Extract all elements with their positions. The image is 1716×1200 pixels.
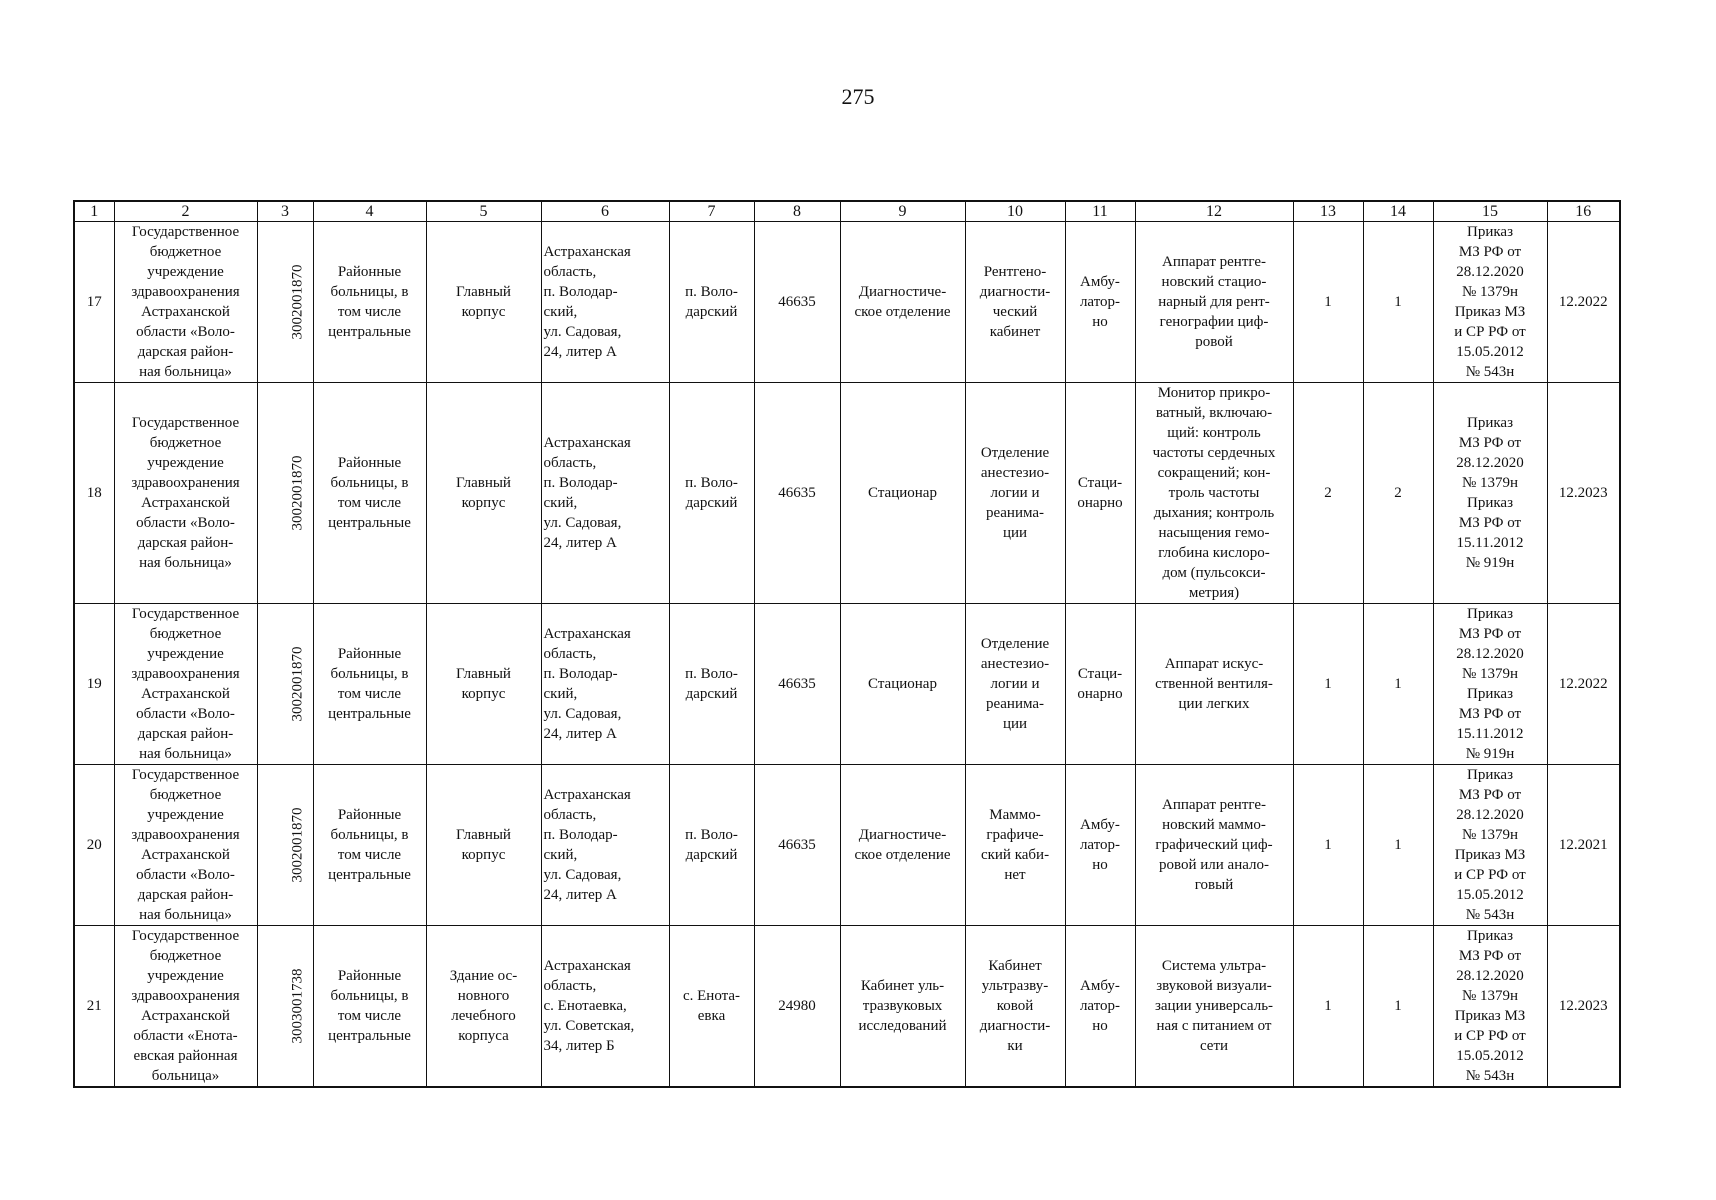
equipment-cell — [1135, 383, 1293, 604]
organization-cell — [114, 765, 257, 926]
column-header: 3 — [257, 201, 313, 222]
organization-code: 3002001870 — [289, 264, 305, 340]
row-number: 21 — [74, 926, 114, 1088]
unit-text: Отделение анестезио- логии и реанима- ции — [980, 445, 1050, 541]
unit-text: Маммо- графиче- ский каби- нет — [980, 807, 1050, 883]
department-cell — [840, 926, 965, 1088]
mode-cell — [1065, 765, 1135, 926]
building-cell — [426, 222, 541, 383]
unit-cell — [965, 926, 1065, 1088]
order-cell — [1433, 926, 1547, 1088]
order-text: Приказ МЗ РФ от 28.12.2020 № 1379н Приказ МЗ и СР РФ от 15.05.2012 № 543н — [1454, 224, 1526, 380]
settlement-cell — [669, 222, 754, 383]
department-text: Кабинет уль- тразвуковых исследований — [858, 978, 947, 1034]
settlement-text: п. Воло- дарский — [685, 666, 738, 702]
mode-cell — [1065, 926, 1135, 1088]
organization-name: Государственное бюджетное учреждение здравоохранения Астраханской области «Воло- дарская район- ная больница» — [131, 767, 240, 923]
table-row — [74, 383, 1620, 604]
oktmo-cell: 46635 — [754, 604, 840, 765]
row-number: 19 — [74, 604, 114, 765]
column-header: 13 — [1293, 201, 1363, 222]
date-cell: 12.2021 — [1547, 765, 1620, 926]
building-cell — [426, 604, 541, 765]
category-cell — [313, 765, 426, 926]
equipment-registry-table — [73, 200, 1621, 1088]
settlement-text: п. Воло- дарский — [685, 284, 738, 320]
category-text: Районные больницы, в том числе центральные — [328, 455, 411, 531]
quantity-cell: 1 — [1293, 765, 1363, 926]
column-header: 8 — [754, 201, 840, 222]
column-header: 12 — [1135, 201, 1293, 222]
code-cell — [257, 765, 313, 926]
quantity-cell: 1 — [1293, 926, 1363, 1088]
address-cell — [541, 383, 669, 604]
building-text: Здание ос- новного лечебного корпуса — [449, 968, 518, 1044]
mode-text: Стаци- онарно — [1077, 666, 1123, 702]
unit-text: Рентгено- диагности- ческий кабинет — [979, 264, 1051, 340]
address-text: Астраханская область, с. Енотаевка, ул. Советская, 34, литер Б — [543, 958, 635, 1054]
organization-name: Государственное бюджетное учреждение здравоохранения Астраханской области «Воло- дарская район- ная больница» — [131, 606, 240, 762]
table-row — [74, 222, 1620, 383]
department-cell — [840, 604, 965, 765]
organization-name: Государственное бюджетное учреждение здравоохранения Астраханской области «Воло- дарская район- ная больница» — [131, 224, 240, 380]
category-cell — [313, 604, 426, 765]
category-text: Районные больницы, в том числе центральные — [328, 264, 411, 340]
department-cell — [840, 383, 965, 604]
department-cell — [840, 222, 965, 383]
organization-cell — [114, 604, 257, 765]
equipment-cell — [1135, 926, 1293, 1088]
header-row — [74, 201, 1620, 222]
order-text: Приказ МЗ РФ от 28.12.2020 № 1379н Приказ МЗ РФ от 15.11.2012 № 919н — [1456, 606, 1524, 762]
table-row — [74, 765, 1620, 926]
column-header: 1 — [74, 201, 114, 222]
address-cell — [541, 222, 669, 383]
column-header: 6 — [541, 201, 669, 222]
organization-code: 3002001870 — [289, 455, 305, 531]
department-text: Стационар — [868, 676, 937, 692]
equipment-cell — [1135, 765, 1293, 926]
code-cell — [257, 926, 313, 1088]
date-cell: 12.2023 — [1547, 383, 1620, 604]
quantity-cell: 1 — [1363, 926, 1433, 1088]
mode-text: Амбу- латор- но — [1079, 817, 1121, 873]
quantity-cell: 1 — [1363, 765, 1433, 926]
oktmo-cell: 46635 — [754, 222, 840, 383]
code-cell — [257, 222, 313, 383]
mode-text: Амбу- латор- но — [1079, 274, 1121, 330]
unit-text: Кабинет ультразву- ковой диагности- ки — [979, 958, 1051, 1054]
department-text: Диагностиче- ское отделение — [854, 827, 951, 863]
row-number: 18 — [74, 383, 114, 604]
category-cell — [313, 383, 426, 604]
department-text: Диагностиче- ское отделение — [854, 284, 951, 320]
row-number: 20 — [74, 765, 114, 926]
unit-cell — [965, 604, 1065, 765]
oktmo-cell: 46635 — [754, 765, 840, 926]
category-cell — [313, 926, 426, 1088]
equipment-cell — [1135, 604, 1293, 765]
oktmo-cell: 46635 — [754, 383, 840, 604]
building-text: Главный корпус — [456, 827, 511, 863]
quantity-cell: 1 — [1363, 222, 1433, 383]
address-cell — [541, 926, 669, 1088]
settlement-cell — [669, 604, 754, 765]
mode-cell — [1065, 604, 1135, 765]
equipment-text: Система ультра- звуковой визуали- зации универсаль- ная с питанием от сети — [1154, 958, 1274, 1054]
category-text: Районные больницы, в том числе центральные — [328, 968, 411, 1044]
equipment-text: Аппарат искус- ственной вентиля- ции легких — [1155, 656, 1273, 712]
code-cell — [257, 604, 313, 765]
equipment-text: Аппарат рентге- новский маммо- графический циф- ровой или анало- говый — [1155, 797, 1273, 893]
building-cell — [426, 765, 541, 926]
organization-code: 3002001870 — [289, 646, 305, 722]
organization-cell — [114, 383, 257, 604]
quantity-cell: 1 — [1293, 604, 1363, 765]
column-header: 11 — [1065, 201, 1135, 222]
organization-cell — [114, 926, 257, 1088]
column-header: 4 — [313, 201, 426, 222]
address-cell — [541, 604, 669, 765]
address-text: Астраханская область, п. Володар- ский, ул. Садовая, 24, литер А — [543, 435, 631, 551]
order-text: Приказ МЗ РФ от 28.12.2020 № 1379н Приказ МЗ и СР РФ от 15.05.2012 № 543н — [1454, 767, 1526, 923]
building-cell — [426, 383, 541, 604]
equipment-text: Монитор прикро- ватный, включаю- щий: контроль частоты сердечных сокращений; кон- троль частоты дыхания; контроль насыщения гемо- глобина кислоро- дом (пульсокси- метрия) — [1152, 385, 1276, 601]
address-text: Астраханская область, п. Володар- ский, ул. Садовая, 24, литер А — [543, 244, 631, 360]
column-header: 2 — [114, 201, 257, 222]
column-header: 5 — [426, 201, 541, 222]
department-text: Стационар — [868, 485, 937, 501]
mode-cell — [1065, 383, 1135, 604]
code-cell — [257, 383, 313, 604]
unit-cell — [965, 765, 1065, 926]
order-cell — [1433, 222, 1547, 383]
organization-name: Государственное бюджетное учреждение здравоохранения Астраханской области «Воло- дарская район- ная больница» — [131, 415, 240, 571]
quantity-cell: 1 — [1363, 604, 1433, 765]
mode-text: Стаци- онарно — [1077, 475, 1123, 511]
quantity-cell: 2 — [1293, 383, 1363, 604]
date-cell: 12.2022 — [1547, 604, 1620, 765]
settlement-text: с. Енота- евка — [682, 988, 741, 1024]
building-cell — [426, 926, 541, 1088]
mode-text: Амбу- латор- но — [1079, 978, 1121, 1034]
column-header: 7 — [669, 201, 754, 222]
order-cell — [1433, 765, 1547, 926]
order-cell — [1433, 604, 1547, 765]
equipment-text: Аппарат рентге- новский стацио- нарный для рент- генографии циф- ровой — [1158, 254, 1270, 350]
building-text: Главный корпус — [456, 475, 511, 511]
category-text: Районные больницы, в том числе центральные — [328, 646, 411, 722]
order-text: Приказ МЗ РФ от 28.12.2020 № 1379н Приказ МЗ и СР РФ от 15.05.2012 № 543н — [1454, 928, 1526, 1084]
order-text: Приказ МЗ РФ от 28.12.2020 № 1379н Приказ МЗ РФ от 15.11.2012 № 919н — [1456, 415, 1524, 571]
quantity-cell: 2 — [1363, 383, 1433, 604]
order-cell — [1433, 383, 1547, 604]
settlement-cell — [669, 383, 754, 604]
column-header: 9 — [840, 201, 965, 222]
category-cell — [313, 222, 426, 383]
address-text: Астраханская область, п. Володар- ский, ул. Садовая, 24, литер А — [543, 787, 631, 903]
settlement-cell — [669, 765, 754, 926]
address-text: Астраханская область, п. Володар- ский, ул. Садовая, 24, литер А — [543, 626, 631, 742]
date-cell: 12.2022 — [1547, 222, 1620, 383]
settlement-text: п. Воло- дарский — [685, 475, 738, 511]
department-cell — [840, 765, 965, 926]
column-header: 10 — [965, 201, 1065, 222]
unit-text: Отделение анестезио- логии и реанима- ции — [980, 636, 1050, 732]
address-cell — [541, 765, 669, 926]
organization-code: 3003001738 — [289, 968, 305, 1044]
date-cell: 12.2023 — [1547, 926, 1620, 1088]
organization-code: 3002001870 — [289, 807, 305, 883]
organization-cell — [114, 222, 257, 383]
quantity-cell: 1 — [1293, 222, 1363, 383]
organization-name: Государственное бюджетное учреждение здравоохранения Астраханской области «Енота- евская районная больница» — [131, 928, 240, 1084]
settlement-text: п. Воло- дарский — [685, 827, 738, 863]
column-header: 14 — [1363, 201, 1433, 222]
unit-cell — [965, 383, 1065, 604]
table-row — [74, 604, 1620, 765]
column-header: 15 — [1433, 201, 1547, 222]
page-number: 275 — [841, 84, 875, 109]
building-text: Главный корпус — [456, 284, 511, 320]
table-row — [74, 926, 1620, 1088]
settlement-cell — [669, 926, 754, 1088]
unit-cell — [965, 222, 1065, 383]
column-header: 16 — [1547, 201, 1620, 222]
building-text: Главный корпус — [456, 666, 511, 702]
row-number: 17 — [74, 222, 114, 383]
equipment-cell — [1135, 222, 1293, 383]
oktmo-cell: 24980 — [754, 926, 840, 1088]
mode-cell — [1065, 222, 1135, 383]
category-text: Районные больницы, в том числе центральные — [328, 807, 411, 883]
